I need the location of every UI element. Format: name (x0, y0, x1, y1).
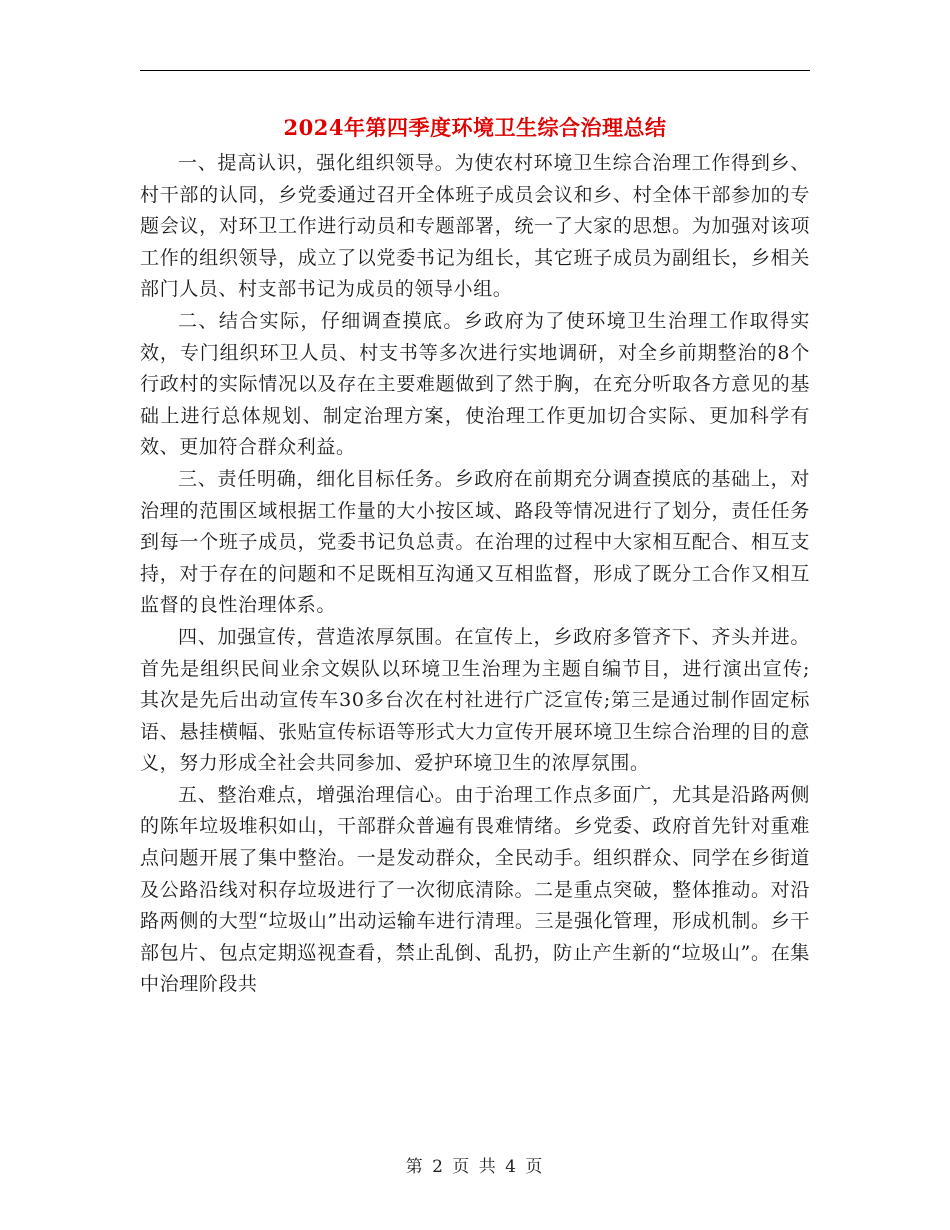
paragraph-5: 五、整治难点，增强治理信心。由于治理工作点多面广，尤其是沿路两侧的陈年垃圾堆积如山，干部群众普遍有畏难情绪。乡党委、政府首先针对重难点问题开展了集中整治。一是发动群众，全民动手。组织群众、同学在乡街道及公路沿线对积存垃圾进行了一次彻底清除。二是重点突破，整体推动。对沿路两侧的大型“垃圾山”出动运输车进行清理。三是强化管理，形成机制。乡干部包片、包点定期巡视查看，禁止乱倒、乱扔，防止产生新的“垃圾山”。在集中治理阶段共 (140, 783, 810, 996)
paragraph-1: 一、提高认识，强化组织领导。为使农村环境卫生综合治理工作得到乡、村干部的认同，乡党委通过召开全体班子成员会议和乡、村全体干部参加的专题会议，对环卫工作进行动员和专题部署，统一了大家的思想。为加强对该项工作的组织领导，成立了以党委书记为组长，其它班子成员为副组长，乡相关部门人员、村支部书记为成员的领导小组。 (140, 152, 810, 301)
page-number-footer: 第 2 页 共 4 页 (405, 1157, 545, 1177)
document-body (140, 148, 810, 1093)
paragraph-2: 二、结合实际，仔细调查摸底。乡政府为了使环境卫生治理工作取得实效，专门组织环卫人员、村支书等多次进行实地调研，对全乡前期整治的8个行政村的实际情况以及存在主要难题做到了然于胸，在充分听取各方意见的基础上进行总体规划、制定治理方案，使治理工作更加切合实际、更加科学有效、更加符合群众利益。 (140, 309, 810, 459)
document-title: 2024年第四季度环境卫生综合治理总结 (283, 115, 667, 140)
paragraph-3: 三、责任明确，细化目标任务。乡政府在前期充分调查摸底的基础上，对治理的范围区域根据工作量的大小按区域、路段等情况进行了划分，责任任务到每一个班子成员，党委书记负总责。在治理的过程中大家相互配合、相互支持，对于存在的问题和不足既相互沟通又互相监督，形成了既分工合作又相互监督的良性治理体系。 (140, 467, 810, 617)
paragraph-4: 四、加强宣传，营造浓厚氛围。在宣传上，乡政府多管齐下、齐头并进。首先是组织民间业余文娱队以环境卫生治理为主题自编节目，进行演出宣传;其次是先后出动宣传车30多台次在村社进行广泛宣传;第三是通过制作固定标语、悬挂横幅、张贴宣传标语等形式大力宣传开展环境卫生综合治理的目的意义，努力形成全社会共同参加、爱护环境卫生的浓厚氛围。 (140, 625, 810, 775)
header-rule (140, 70, 810, 71)
